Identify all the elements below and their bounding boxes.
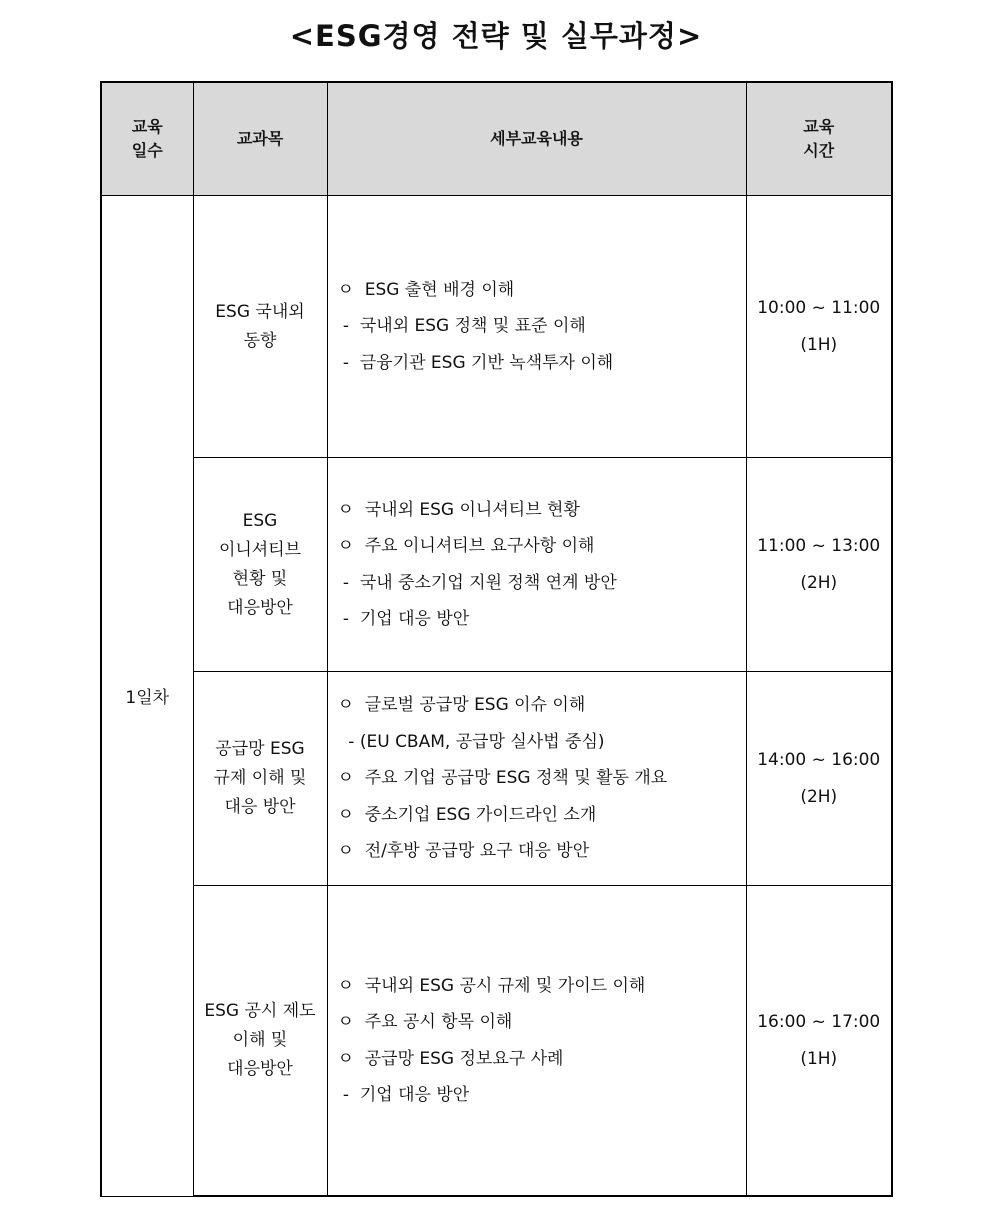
subject-line: ESG [242,510,278,531]
header-subject: 교과목 [193,82,327,196]
time-duration: (2H) [800,786,838,807]
day-cell: 1일차 [101,196,193,1197]
subject-line: 대응 방안 [224,797,296,817]
subject-line: ESG 국내외 [215,301,305,322]
detail-line: ㅇ 공급망 ESG 정보요구 사례 [337,1048,564,1069]
time-range: 11:00 ~ 13:00 [757,535,881,556]
subject-line: 현황 및 [232,568,288,589]
header-time-line: 시간 [803,141,835,160]
detail-line: ㅇ 중소기업 ESG 가이드라인 소개 [337,804,597,825]
detail-line: ㅇ 주요 이니셔티브 요구사항 이해 [337,536,595,556]
subject-line: 이니셔티브 [218,539,302,560]
detail-line: - 기업 대응 방안 [337,609,470,629]
subject-cell [193,458,327,672]
subject-cell [193,196,327,458]
subject-line: 규제 이해 및 [213,768,307,788]
detail-cell [327,196,746,458]
table-header-row [101,82,892,196]
subject-line: ESG 공시 제도 [204,1001,316,1021]
table-row [101,458,892,672]
detail-line: - 국내외 ESG 정책 및 표준 이해 [337,316,586,337]
detail-cell [327,886,746,1197]
detail-cell [327,672,746,886]
subject-cell [193,886,327,1197]
subject-line: 이해 및 [232,1030,288,1050]
header-day-line: 일수 [131,141,163,160]
time-duration: (2H) [800,572,838,593]
page-title: <ESG경영 전략 및 실무과정> [289,19,703,53]
detail-line: ㅇ 전/후방 공급망 요구 대응 방안 [337,841,590,862]
header-day-line: 교육 [131,117,163,136]
time-range: 16:00 ~ 17:00 [757,1011,881,1032]
header-day [101,82,193,196]
detail-line: ㅇ 주요 기업 공급망 ESG 정책 및 활동 개요 [337,768,668,789]
subject-cell [193,672,327,886]
time-cell [746,196,892,458]
subject-line: 공급망 ESG [215,739,305,759]
detail-line: ㅇ ESG 출현 배경 이해 [337,279,515,300]
subject-line: 대응방안 [227,1059,293,1079]
detail-line: - 금융기관 ESG 기반 녹색투자 이해 [337,352,614,373]
header-detail: 세부교육내용 [327,82,746,196]
time-range: 10:00 ~ 11:00 [757,297,881,318]
detail-cell [327,458,746,672]
detail-line: ㅇ 주요 공시 항목 이해 [337,1012,513,1032]
time-cell [746,458,892,672]
header-time-line: 교육 [803,117,835,136]
time-cell [746,672,892,886]
time-duration: (1H) [800,1048,838,1069]
table-row [101,196,892,458]
time-range: 14:00 ~ 16:00 [757,749,881,770]
curriculum-table [100,81,893,1197]
detail-line: ㅇ 글로벌 공급망 ESG 이슈 이해 [337,695,586,716]
detail-line: - 국내 중소기업 지원 정책 연계 방안 [337,572,617,593]
table-row [101,886,892,1197]
table-row [101,672,892,886]
time-cell [746,886,892,1197]
detail-line: ㅇ 국내외 ESG 공시 규제 및 가이드 이해 [337,975,646,996]
header-time [746,82,892,196]
subject-line: 대응방안 [227,597,293,618]
detail-line: - (EU CBAM, 공급망 실사법 중심) [337,731,605,752]
time-duration: (1H) [800,334,838,355]
subject-line: 동향 [243,330,277,351]
detail-line: ㅇ 국내외 ESG 이니셔티브 현황 [337,499,580,520]
detail-line: - 기업 대응 방안 [337,1085,470,1105]
